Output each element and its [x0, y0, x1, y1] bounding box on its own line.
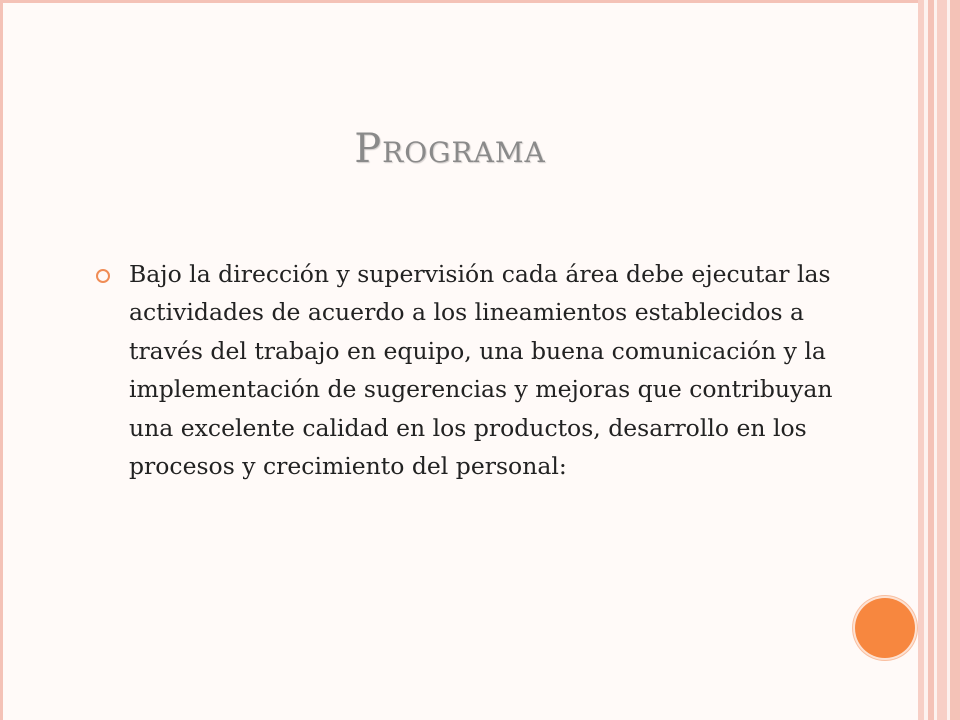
decorative-stripe: [950, 0, 960, 720]
decorative-orange-circle: [855, 598, 915, 658]
slide-title: Programa: [354, 126, 546, 172]
slide-body: [96, 255, 856, 485]
bullet-item: [96, 255, 856, 485]
decorative-stripe: [937, 0, 947, 720]
bullet-circle-icon: [96, 269, 110, 283]
bullet-text: Bajo la dirección y supervisión cada área debe ejecutar las actividades de acuerdo a los lineamientos establecidos a través del trabajo en equipo, una buena comunicación y la implementación de sugerencias y mejoras que contribuyan una excelente calidad en los productos, desarrollo en los procesos y crecimiento del personal:: [129, 260, 833, 481]
